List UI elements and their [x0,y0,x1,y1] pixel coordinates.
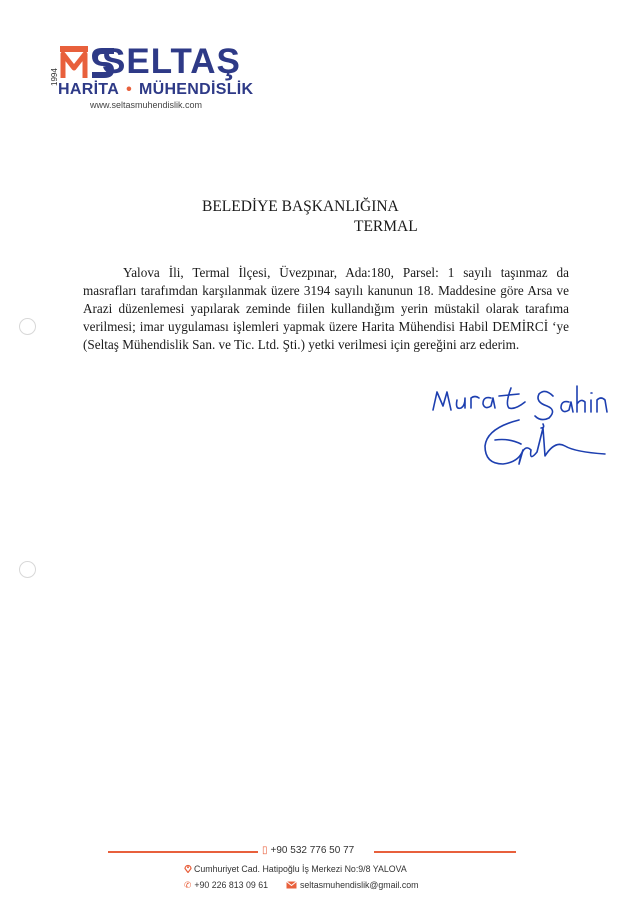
footer-email [286,880,418,890]
footer-phone [184,880,268,891]
letter-paragraph: Yalova İli, Termal İlçesi, Üvezpınar, Ada:180, Parsel: 1 sayılı taşınmaz da masrafları tarafımdan karşılanmak üzere 3194 sayılı kanunun 18. Maddesine göre Arsa ve Arazi düzenlemesi yapılarak zeminde fiilen kullandığım yerin müstakil olarak tarafıma verilmesi; imar uygulaması işlemleri yapmak üzere Harita Mühendisi Habil DEMİRCİ ‘ye (Seltaş Mühendislik San. ve Tic. Ltd. Şti.) yetki verilmesi için gereğini arz ederim. [83,265,569,352]
phone-number[interactable]: +90 226 813 09 61 [194,880,268,890]
address-text: Cumhuriyet Cad. Hatipoğlu İş Merkezi No:9/8 YALOVA [194,864,407,874]
letter-subheading: TERMAL [354,218,418,235]
footer-address [184,864,407,874]
logo-year: 1994 [50,68,59,86]
punch-hole [19,561,36,578]
handwritten-signature [425,380,625,480]
mobile-phone-icon: ▯ [262,845,268,856]
subtitle-left: HARİTA [58,81,120,98]
company-logo [48,40,268,120]
letter-body [83,264,569,354]
website-link[interactable]: www.seltasmuhendislik.com [90,100,203,110]
footer-line-right [374,851,516,853]
location-pin-icon [184,864,192,873]
punch-hole [19,318,36,335]
footer-mobile [262,845,354,856]
logo-subtitle [58,82,253,98]
brand-name: SELTAŞ [102,42,241,81]
email-address[interactable]: seltasmuhendislik@gmail.com [300,880,419,890]
mobile-number[interactable]: +90 532 776 50 77 [270,845,355,856]
separator-dot-icon: • [126,81,132,98]
subtitle-right: MÜHENDİSLİK [138,81,254,98]
footer-line-left [108,851,258,853]
envelope-icon [286,881,297,889]
letter-heading: BELEDİYE BAŞKANLIĞINA [202,198,399,215]
phone-icon: ✆ [184,880,192,890]
